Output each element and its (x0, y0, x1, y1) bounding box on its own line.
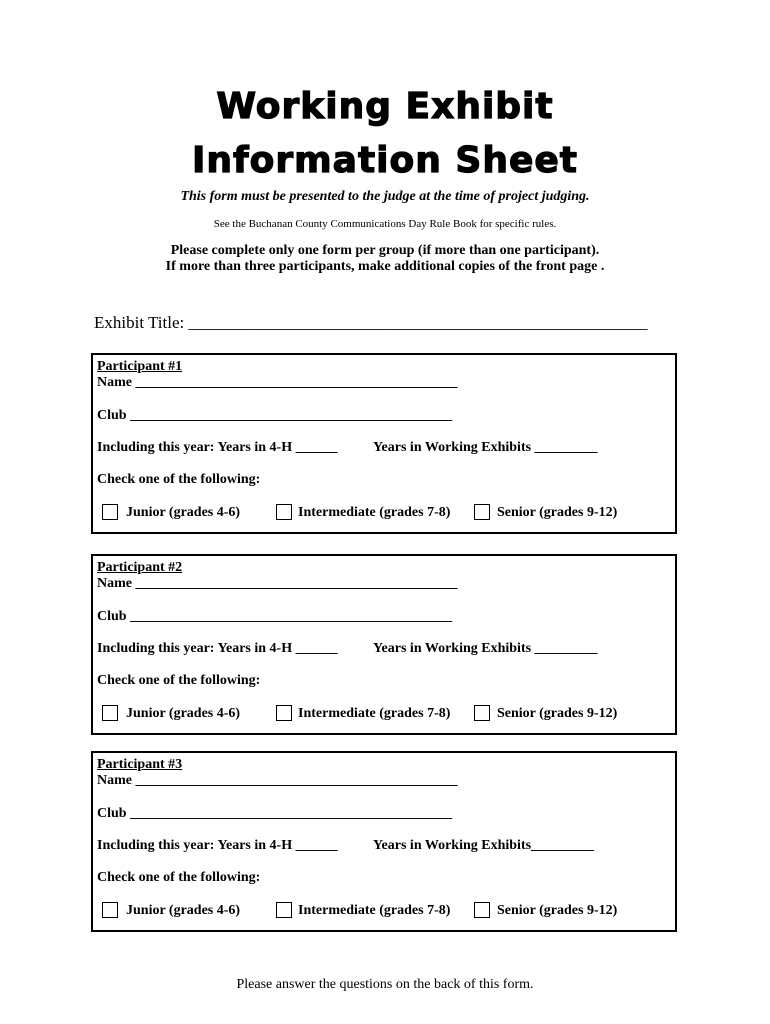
title-line-2: Information Sheet (191, 140, 579, 181)
senior-label: Senior (grades 9-12) (497, 903, 618, 918)
club-field[interactable]: Club ______________________________________________ (97, 609, 453, 624)
senior-checkbox[interactable] (474, 705, 490, 721)
intermediate-checkbox[interactable] (276, 504, 292, 520)
instruction-line-1: Please complete only one form per group (if more than one participant). (170, 243, 600, 258)
junior-checkbox[interactable] (102, 705, 118, 721)
rule-book-note: See the Buchanan County Communications Day Rule Book for specific rules. (213, 218, 557, 230)
senior-label: Senior (grades 9-12) (497, 706, 618, 721)
years-4h-field[interactable]: Including this year: Years in 4-H ______ (97, 641, 338, 656)
years-exhibits-field[interactable]: Years in Working Exhibits_________ (373, 838, 595, 853)
instruction-line-2: If more than three participants, make additional copies of the front page . (165, 259, 605, 274)
participant-heading: Participant #2 (97, 560, 183, 575)
senior-checkbox[interactable] (474, 504, 490, 520)
junior-label: Junior (grades 4-6) (126, 706, 241, 721)
participant-heading: Participant #3 (97, 757, 183, 772)
check-label: Check one of the following: (97, 870, 261, 885)
junior-checkbox[interactable] (102, 902, 118, 918)
intermediate-label: Intermediate (grades 7-8) (298, 903, 451, 918)
check-label: Check one of the following: (97, 673, 261, 688)
instructions (0, 243, 770, 275)
subtitle: This form must be presented to the judge at the time of project judging. (180, 189, 590, 204)
participant-box-3 (91, 751, 677, 932)
senior-label: Senior (grades 9-12) (497, 505, 618, 520)
participant-heading: Participant #1 (97, 359, 183, 374)
intermediate-checkbox[interactable] (276, 902, 292, 918)
name-field[interactable]: Name ______________________________________________ (97, 773, 458, 788)
junior-label: Junior (grades 4-6) (126, 903, 241, 918)
name-field[interactable]: Name ______________________________________________ (97, 576, 458, 591)
junior-checkbox[interactable] (102, 504, 118, 520)
years-exhibits-field[interactable]: Years in Working Exhibits _________ (373, 641, 598, 656)
intermediate-checkbox[interactable] (276, 705, 292, 721)
check-label: Check one of the following: (97, 472, 261, 487)
exhibit-title-field[interactable]: Exhibit Title: ______________________________________________________ (94, 313, 648, 332)
senior-checkbox[interactable] (474, 902, 490, 918)
title-line-1: Working Exhibit (216, 86, 554, 127)
club-field[interactable]: Club ______________________________________________ (97, 408, 453, 423)
years-4h-field[interactable]: Including this year: Years in 4-H ______ (97, 440, 338, 455)
junior-label: Junior (grades 4-6) (126, 505, 241, 520)
name-field[interactable]: Name ______________________________________________ (97, 375, 458, 390)
participant-box-1 (91, 353, 677, 534)
club-field[interactable]: Club ______________________________________________ (97, 806, 453, 821)
footer-note: Please answer the questions on the back of this form. (236, 977, 534, 992)
participant-box-2 (91, 554, 677, 735)
intermediate-label: Intermediate (grades 7-8) (298, 706, 451, 721)
years-4h-field[interactable]: Including this year: Years in 4-H ______ (97, 838, 338, 853)
years-exhibits-field[interactable]: Years in Working Exhibits _________ (373, 440, 598, 455)
intermediate-label: Intermediate (grades 7-8) (298, 505, 451, 520)
